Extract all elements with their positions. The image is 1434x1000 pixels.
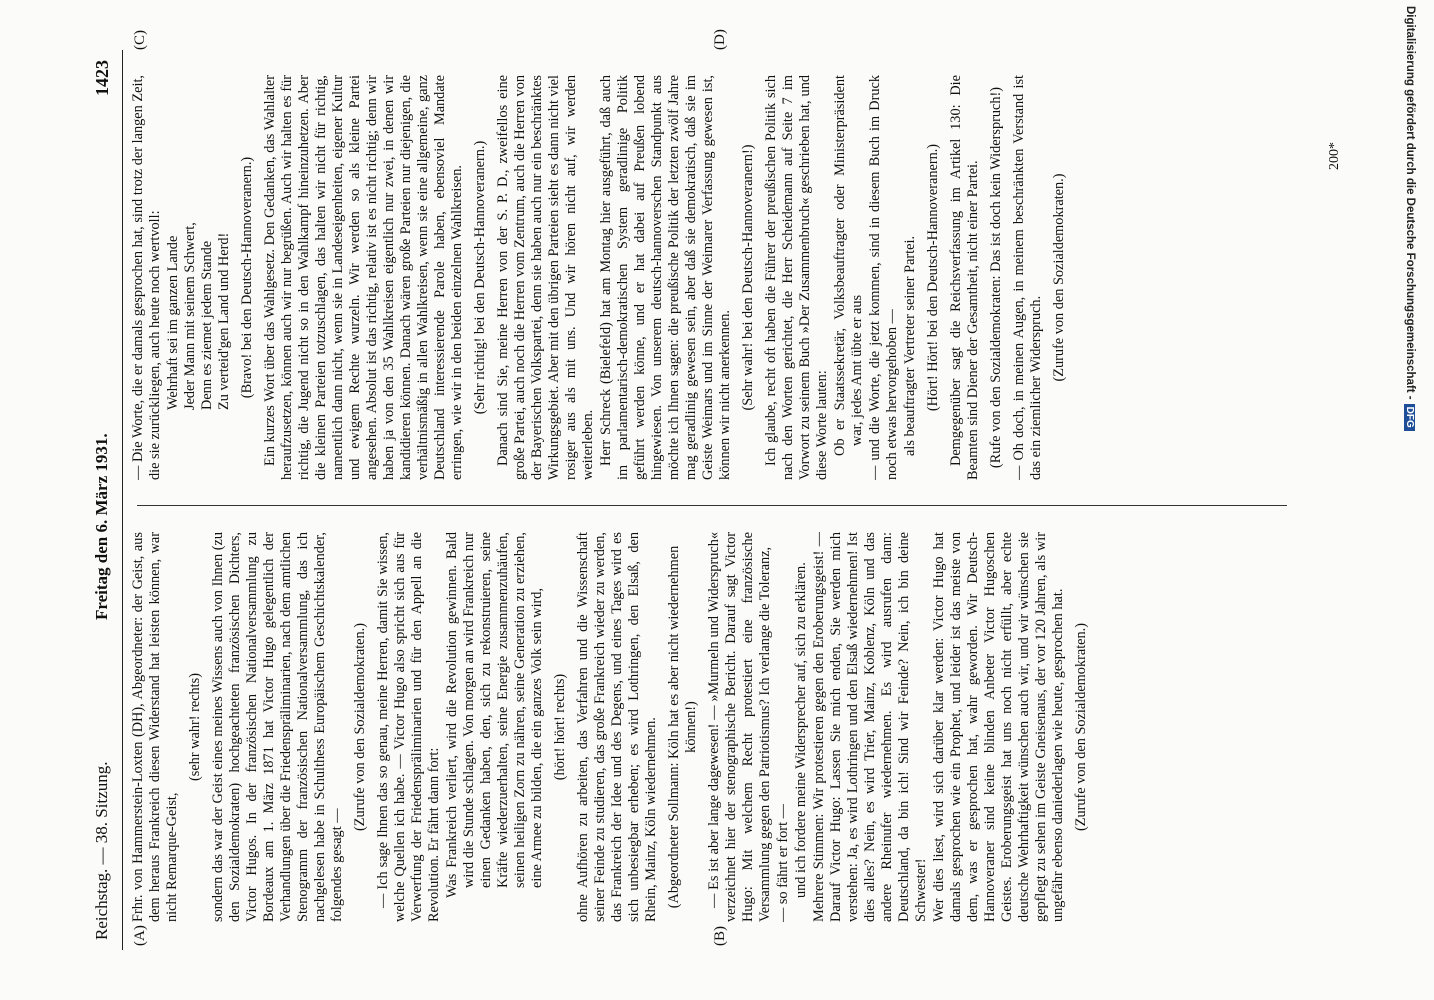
quotation: Ob er Staatssekretär, Volksbeauftragter oder Ministerpräsident war, jedes Amt übte er aus: [832, 75, 865, 456]
interjection: (Sehr richtig! bei den Deutsch-Hannoveranern.): [472, 140, 488, 415]
quotation: ohne Aufhören zu arbeiten, das Verfahren und die Wissenschaft seiner Feinde zu studieren, das große Frankreich wieder zu werden, das Frankreich der Idee und des Degens, und eines Tages wird es sich unbesiegbar erheben; es wird Lothringen, den Elsaß, den Rhein, Mainz, Köln wiedernehmen.: [575, 532, 659, 922]
margin-marker-b: (B): [712, 926, 728, 946]
right-column: [130, 75, 1330, 480]
margin-marker-d: (D): [712, 29, 728, 50]
paragraph: — Oh doch, in meinen Augen, in meinem beschränkten Verstand ist das ein ziemlicher Widerspruch.: [1011, 75, 1044, 480]
verse-line: Zu verteid'gen Land und Herd!: [216, 232, 232, 410]
page-header: [82, 50, 123, 950]
paragraph: Frhr. von Hammerstein-Loxten (DH), Abgeordneter: der Geist, aus dem heraus Frankreich diesen Widerstand hat leisten können, war nicht Remarque-Geist,: [130, 532, 180, 922]
rotated-page: [82, 29, 1352, 950]
dfg-logo: DFG: [1404, 404, 1415, 431]
interjection: (Zurufe von den Sozialdemokraten.): [1073, 622, 1089, 832]
paragraph: Mehrere Stimmen: Wir protestieren gegen den Eroberungsgeist! — Darauf Victor Hugo: Lassen Sie mich enden, Sie werden mich verstehen: Ja, es wird Lothringen und den Elsaß wiedernehmen! Ist dies alles? Nein, es wird Trier, Mainz, Koblenz, Köln und das andere Rheinufer wiedernehmen. Es wird ausrufen dann: Deutschland, da bin ich! Sind wir Feinde? Nein, ich bin deine Schwester!: [811, 532, 929, 922]
header-session: Reichstag. — 38. Sitzung.: [92, 761, 111, 940]
paragraph: Danach sind Sie, meine Herren von der S. P. D., zweifellos eine große Partei, auch noch die Herren vom Zentrum, auch die Herren von der Bayerischen Volkspartei, denn sie haben auch nur ein beschränktes Wirkungsgebiet. Aber mit den übrigen Parteien sieht es dann nicht viel rosiger aus als mit uns. Und wir hören nicht auf, wir werden weiterleben.: [495, 75, 596, 480]
verse-line: Wehrhaft sei im ganzen Lande: [165, 235, 181, 410]
quotation: als beauftragter Vertreter seiner Partei.: [902, 235, 918, 456]
paragraph: — so fährt er fort —: [775, 804, 791, 922]
paragraph: — Ich sage Ihnen das so genau, meine Herren, damit Sie wissen, welche Quellen ich habe. — Victor Hugo also spricht sich aus für Verwerfung der Friedenspräliminarien und für den Appell an die Revolution. Er fährt dann fort:: [375, 532, 442, 922]
paragraph: — und die Worte, die jetzt kommen, sind in diesem Buch im Druck noch etwas hervorgehoben —: [867, 75, 900, 480]
interjection: (Zurufe von den Sozialdemokraten.): [1051, 173, 1067, 382]
header-date: Freitag den 6. März 1931.: [92, 433, 111, 620]
credit-text: Digitalisierung gefördert durch die Deutsche Forschungsgemeinschaft -: [1404, 6, 1416, 400]
margin-marker-c: (C): [132, 30, 148, 50]
verse-line: Jeder Mann mit seinem Schwert,: [182, 222, 198, 410]
interjection: (Bravo! bei den Deutsch-Hannoveranern.): [239, 156, 255, 399]
digitization-credit: [1400, 6, 1416, 996]
interjection: (Sehr wahr! bei den Deutsch-Hannoveranern!): [740, 144, 756, 411]
paragraph: Wer dies liest, wird sich darüber klar werden: Victor Hugo hat damals gesprochen wie ein Prophet, und leider ist das meiste von dem, was er gesprochen hat, wahr geworden. Wir Deutsch-Hannoveraner sind keine blinden Anbeter Victor Hugoschen Geistes. Eroberungsgeist hat uns noch nicht erfüllt, aber echte deutsche Wehrhaftigkeit wünschen auch wir, und wir wünschen sie gepflegt zu sehen im Geiste Gneisenaus, der vor 120 Jahren, als wir ungefähr ebenso daniederlagen wie heute, gesprochen hat.: [931, 532, 1066, 922]
quotation: und ich fordere meine Widersprecher auf, sich zu erklären.: [793, 562, 809, 898]
interjection: (Hört! Hört! bei den Deutsch-Hannoveranern.): [925, 143, 941, 412]
margin-marker-a: (A): [132, 925, 148, 946]
interjection: (Zurufe von den Sozialdemokraten.): [352, 622, 368, 832]
paragraph: Ein kurzes Wort über das Wahlgesetz. Den Gedanken, das Wahlalter heraufzusetzen, können auch wir nur begrüßen. Auch wir halten es für richtig, die Jugend nicht so in den Wahlkampf hineinzuhetzen. Aber die kleinen Parteien totzuschlagen, das halten wir nicht für richtig, namentlich dann nicht, wenn sie in Landeseigenheiten, eigener Kultur und ewigem Rechte wurzeln. Wir werden so als kleine Partei angesehen. Absolut ist das richtig, relativ ist es nicht richtig; denn wir haben ja von den 35 Wahlkreisen eigentlich nur zwei, in denen wir kandidieren können. Danach wären große Parteien nur diejenigen, die verhältnismäßig in allen Wahlkreisen, wenn sie eine allgemeine, ganz Deutschland interessierende Parole haben, ebensoviel Mandate erringen, wie wir in den beiden einzelnen Wahlkreisen.: [262, 75, 465, 480]
paragraph: sondern das war der Geist eines meines Wissens auch von Ihnen (zu den Sozialdemokraten) hochgeachteten französischen Dichters, Victor Hugos. In der französischen Nationalversammlung zu Bordeaux am 1. März 1871 hat Victor Hugo gelegentlich der Verhandlungen über die Friedenspräliminarien, nach dem amtlichen Stenogramm der französischen Nationalversammlung, das ich nachgelesen habe in Schulthess Europäischem Geschichtskalender, folgendes gesagt —: [210, 532, 345, 922]
signature-mark: 200*: [1327, 142, 1342, 170]
left-column: [130, 532, 1330, 922]
quotation: Was Frankreich verliert, wird die Revolution gewinnen. Bald wird die Stunde schlagen. Von morgen an wird Frankreich nur einen Gedanken haben, den, sich zu rekonstruieren, seine Kräfte wiederzuerhalten, seine Energie zusammenzuhäufen, seinen heiligen Zorn zu nähren, seine Generation zu erziehen, eine Armee zu bilden, die ein ganzes Volk sein wird,: [444, 532, 545, 898]
paragraph: Ich glaube, recht oft haben die Führer der preußischen Politik sich nach den Worten gerichtet, die Herr Scheidemann auf Seite 7 im Vorwort zu seinem Buch »Der Zusammenbruch« geschrieben hat, und diese Worte lauten:: [763, 75, 830, 480]
interjection: (sehr wahr! rechts): [187, 673, 203, 781]
paragraph: Demgegenüber sagt die Reichsverfassung im Artikel 130: Die Beamten sind Diener der Gesamtheit, nicht einer Partei.: [948, 75, 981, 480]
paragraph: Herr Schreck (Bielefeld) hat am Montag hier ausgeführt, daß auch im parlamentarisch-demokratischen System geradlinige Politik geführt werden könne, und er hat dabei auf Preußen lobend hingewiesen. Von unserem deutsch-hannoverschen Standpunkt aus möchte ich Ihnen sagen: die preußische Politik der letzten zwölf Jahre mag geradlinig gewesen sein, aber daß sie demokratisch, daß sie im Geiste Weimars und im Sinne der Weimarer Verfassung gewesen ist, können wir nicht anerkennen.: [598, 75, 733, 480]
paragraph: — Die Worte, die er damals gesprochen hat, sind trotz der langen Zeit, die sie zurückliegen, auch heute noch wertvoll:: [130, 75, 163, 480]
column-rule: [137, 505, 1287, 506]
paragraph: — Es ist aber lange dagewesen! — »Murmeln und Widerspruch« verzeichnet hier der stenographische Bericht. Darauf sagt Victor Hugo: Mit welchem Recht protestiert eine französische Versammlung gegen den Patriotismus? Ich verlange die Toleranz,: [706, 532, 773, 922]
page-number: 1423: [92, 60, 112, 96]
interjection: (Rufe von den Sozialdemokraten: Das ist doch kein Widerspruch!): [988, 86, 1004, 469]
verse-line: Denn es ziemet jedem Stande: [199, 240, 215, 410]
interjection: (Abgeordneter Sollmann: Köln hat es aber nicht wiedernehmen können!): [666, 545, 699, 909]
interjection: (hört! hört! rechts): [552, 673, 568, 781]
